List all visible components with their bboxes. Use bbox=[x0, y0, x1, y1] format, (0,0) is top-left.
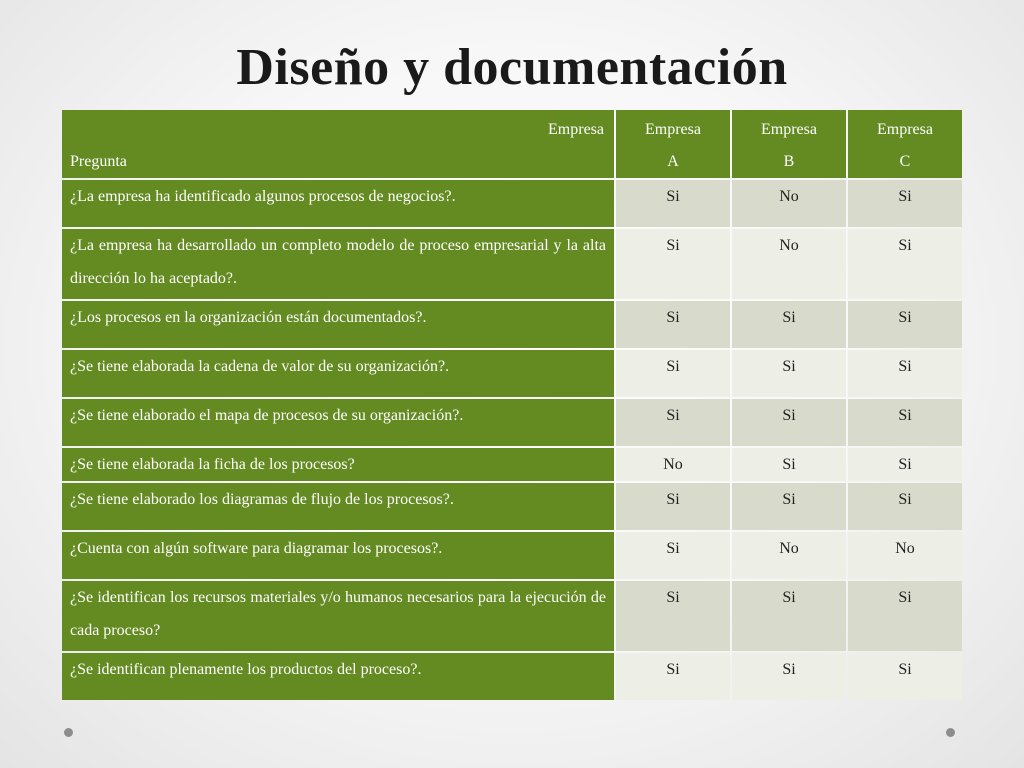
question-cell: ¿Se tiene elaborado el mapa de procesos de su organización?. bbox=[62, 399, 614, 446]
header-pregunta-label: Pregunta bbox=[70, 153, 127, 170]
answer-cell-c: Si bbox=[848, 399, 962, 446]
header-col-line2: C bbox=[899, 153, 911, 170]
survey-table bbox=[60, 108, 964, 702]
answer-cell-b: Si bbox=[732, 483, 846, 530]
question-cell: ¿La empresa ha desarrollado un completo modelo de proceso empresarial y la alta dirección lo ha aceptado?. bbox=[62, 229, 614, 299]
answer-cell-c: No bbox=[848, 532, 962, 579]
answer-cell-a: Si bbox=[616, 483, 730, 530]
table-header-row bbox=[62, 110, 962, 178]
answer-cell-b: Si bbox=[732, 301, 846, 348]
table-row bbox=[62, 483, 962, 530]
header-empresa-b bbox=[732, 110, 846, 178]
table-row bbox=[62, 229, 962, 299]
decorative-dot-icon bbox=[946, 728, 955, 737]
header-col-line2: A bbox=[667, 153, 679, 170]
question-cell: ¿Los procesos en la organización están documentados?. bbox=[62, 301, 614, 348]
header-empresa-a bbox=[616, 110, 730, 178]
table-row bbox=[62, 581, 962, 651]
answer-cell-c: Si bbox=[848, 483, 962, 530]
header-empresa-label: Empresa bbox=[548, 121, 604, 138]
answer-cell-b: No bbox=[732, 229, 846, 299]
question-cell: ¿Se identifican plenamente los productos del proceso?. bbox=[62, 653, 614, 700]
answer-cell-b: Si bbox=[732, 653, 846, 700]
answer-cell-b: No bbox=[732, 532, 846, 579]
answer-cell-a: Si bbox=[616, 350, 730, 397]
question-cell: ¿Se tiene elaborado los diagramas de flujo de los procesos?. bbox=[62, 483, 614, 530]
answer-cell-b: Si bbox=[732, 350, 846, 397]
answer-cell-c: Si bbox=[848, 653, 962, 700]
answer-cell-a: Si bbox=[616, 532, 730, 579]
answer-cell-c: Si bbox=[848, 229, 962, 299]
answer-cell-b: No bbox=[732, 180, 846, 227]
answer-cell-c: Si bbox=[848, 180, 962, 227]
answer-cell-c: Si bbox=[848, 350, 962, 397]
answer-cell-c: Si bbox=[848, 448, 962, 481]
answer-cell-c: Si bbox=[848, 581, 962, 651]
header-empresa-c bbox=[848, 110, 962, 178]
question-cell: ¿Se tiene elaborada la cadena de valor de su organización?. bbox=[62, 350, 614, 397]
question-cell: ¿Se identifican los recursos materiales y/o humanos necesarios para la ejecución de cada proceso? bbox=[62, 581, 614, 651]
question-cell: ¿La empresa ha identificado algunos procesos de negocios?. bbox=[62, 180, 614, 227]
answer-cell-b: Si bbox=[732, 399, 846, 446]
answer-cell-a: Si bbox=[616, 653, 730, 700]
decorative-dot-icon bbox=[64, 728, 73, 737]
question-cell: ¿Se tiene elaborada la ficha de los procesos? bbox=[62, 448, 614, 481]
header-col-line1: Empresa bbox=[645, 121, 701, 138]
table-row bbox=[62, 180, 962, 227]
table-row bbox=[62, 301, 962, 348]
header-col-line2: B bbox=[783, 153, 795, 170]
answer-cell-a: No bbox=[616, 448, 730, 481]
answer-cell-a: Si bbox=[616, 399, 730, 446]
answer-cell-a: Si bbox=[616, 581, 730, 651]
header-question-cell bbox=[62, 110, 614, 178]
slide-title: Diseño y documentación bbox=[236, 39, 788, 96]
table-row bbox=[62, 653, 962, 700]
answer-cell-c: Si bbox=[848, 301, 962, 348]
header-col-line1: Empresa bbox=[761, 121, 817, 138]
answer-cell-b: Si bbox=[732, 581, 846, 651]
question-cell: ¿Cuenta con algún software para diagramar los procesos?. bbox=[62, 532, 614, 579]
table-row bbox=[62, 532, 962, 579]
table-row bbox=[62, 448, 962, 481]
answer-cell-b: Si bbox=[732, 448, 846, 481]
answer-cell-a: Si bbox=[616, 229, 730, 299]
answer-cell-a: Si bbox=[616, 301, 730, 348]
header-col-line1: Empresa bbox=[877, 121, 933, 138]
table-row bbox=[62, 399, 962, 446]
answer-cell-a: Si bbox=[616, 180, 730, 227]
table-row bbox=[62, 350, 962, 397]
